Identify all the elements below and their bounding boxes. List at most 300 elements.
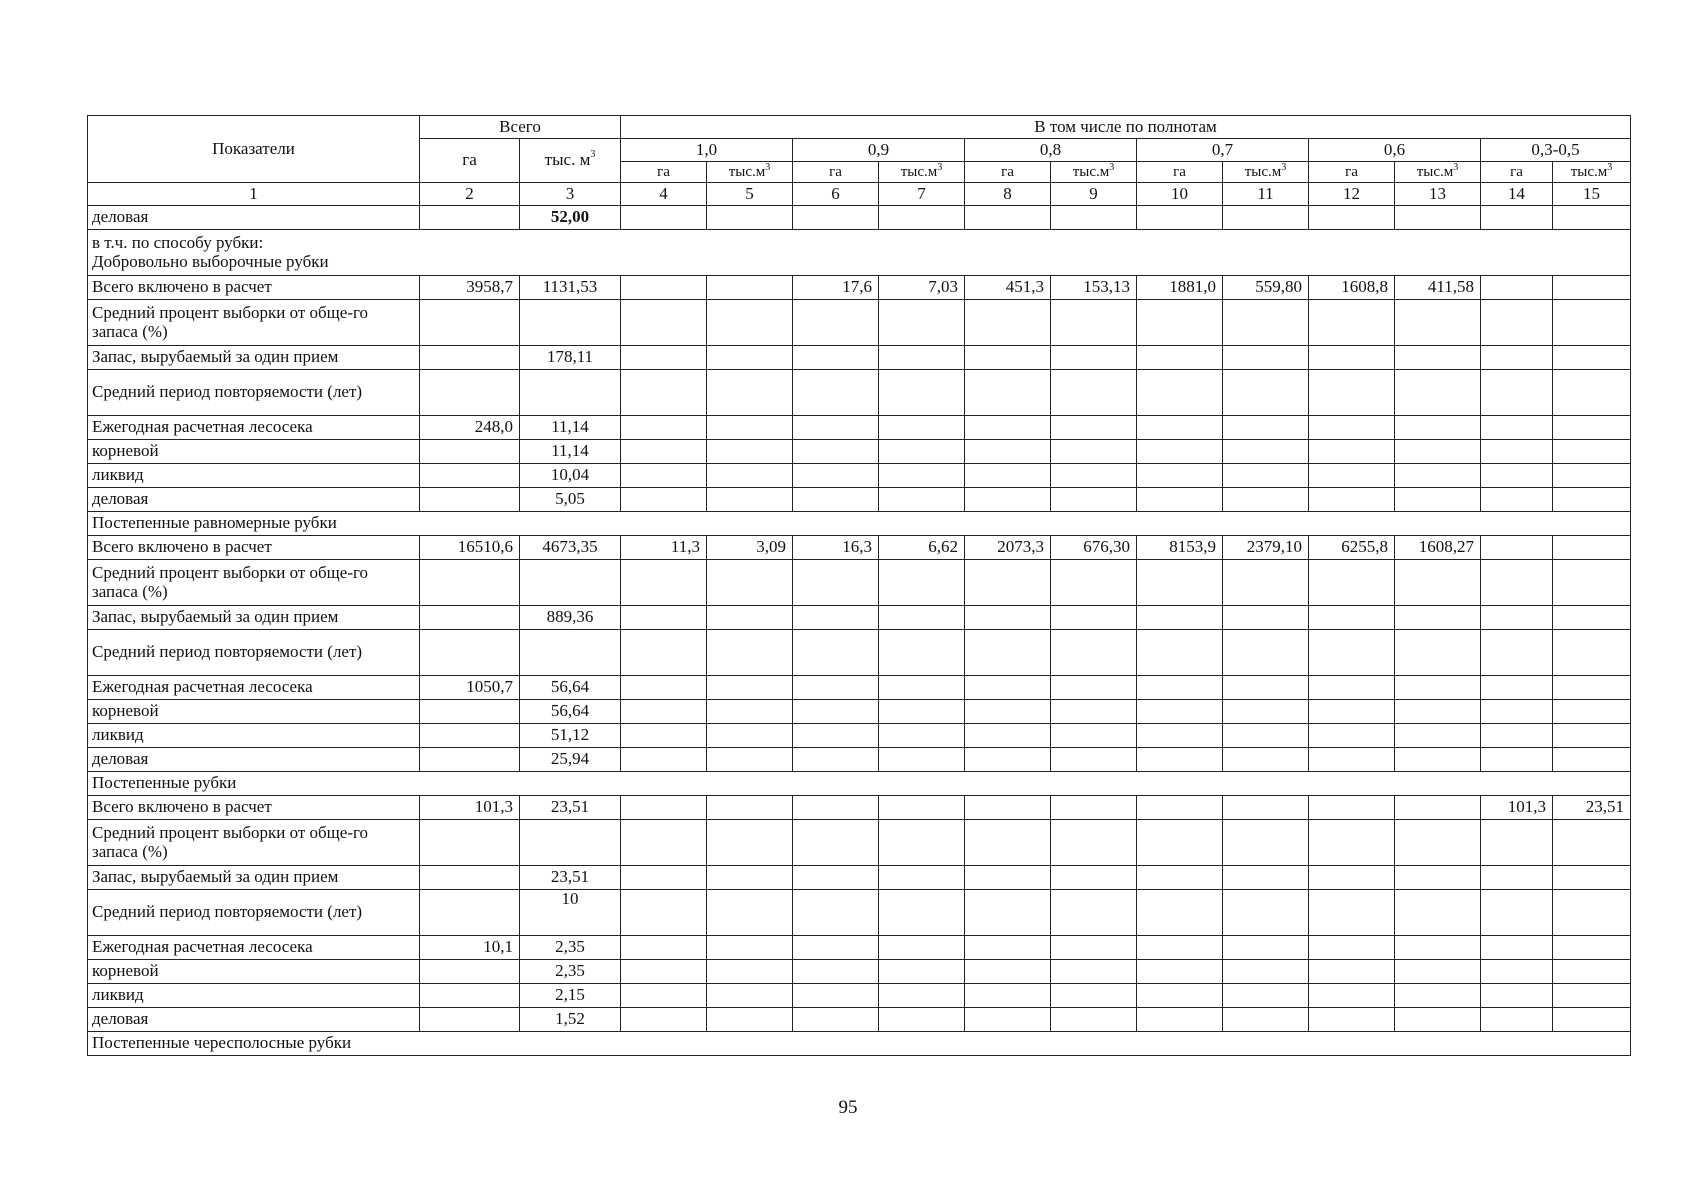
table-cell: 5,05 xyxy=(520,488,621,512)
row-label: Запас, вырубаемый за один прием xyxy=(88,346,420,370)
table-cell xyxy=(420,890,520,936)
column-number: 15 xyxy=(1553,183,1631,206)
table-cell: 248,0 xyxy=(420,416,520,440)
table-cell xyxy=(621,370,707,416)
unit-volume-header: $тыс.м^3$ xyxy=(1223,162,1309,183)
table-cell xyxy=(1223,890,1309,936)
table-cell xyxy=(707,748,793,772)
table-cell xyxy=(965,866,1051,890)
table-cell xyxy=(1137,890,1223,936)
table-cell xyxy=(1553,464,1631,488)
table-cell xyxy=(793,960,879,984)
table-cell xyxy=(879,346,965,370)
column-number: 4 xyxy=(621,183,707,206)
table-body xyxy=(88,206,1631,1056)
table-cell xyxy=(1309,1008,1395,1032)
table-cell xyxy=(1395,960,1481,984)
table-cell xyxy=(1481,960,1553,984)
table-cell xyxy=(420,866,520,890)
table-cell xyxy=(1553,536,1631,560)
table-cell xyxy=(621,960,707,984)
table-cell xyxy=(1051,748,1137,772)
table-cell xyxy=(621,866,707,890)
table-cell xyxy=(1395,796,1481,820)
table-cell xyxy=(879,866,965,890)
table-cell xyxy=(879,370,965,416)
table-cell xyxy=(879,606,965,630)
row-label: ликвид xyxy=(88,464,420,488)
table-cell xyxy=(793,206,879,230)
table-row xyxy=(88,700,1631,724)
column-number: 2 xyxy=(420,183,520,206)
table-cell xyxy=(1223,700,1309,724)
table-cell xyxy=(420,724,520,748)
table-cell xyxy=(1223,724,1309,748)
row-label: Средний процент выборки от обще-го запаса (%) xyxy=(88,560,420,606)
forest-cutting-table xyxy=(87,115,1631,1056)
table-cell xyxy=(1309,700,1395,724)
table-cell xyxy=(1309,748,1395,772)
table-cell xyxy=(707,560,793,606)
table-cell: 559,80 xyxy=(1223,276,1309,300)
table-cell xyxy=(707,890,793,936)
table-cell xyxy=(1051,630,1137,676)
table-cell xyxy=(965,890,1051,936)
page-number: 95 xyxy=(838,1097,858,1118)
table-cell xyxy=(1137,630,1223,676)
table-cell xyxy=(1481,630,1553,676)
table-cell xyxy=(707,488,793,512)
table-cell xyxy=(965,748,1051,772)
table-cell xyxy=(1395,866,1481,890)
table-cell xyxy=(621,440,707,464)
table-row xyxy=(88,960,1631,984)
table-cell: 101,3 xyxy=(1481,796,1553,820)
table-cell xyxy=(621,416,707,440)
table-cell xyxy=(707,820,793,866)
table-cell xyxy=(1309,440,1395,464)
row-label: ликвид xyxy=(88,984,420,1008)
section-title: в т.ч. по способу рубки: Добровольно выборочные рубки xyxy=(88,230,1631,276)
table-cell xyxy=(1309,464,1395,488)
table-cell xyxy=(793,936,879,960)
table-cell xyxy=(1395,676,1481,700)
table-cell xyxy=(1137,936,1223,960)
table-cell xyxy=(1223,606,1309,630)
table-row xyxy=(88,630,1631,676)
table-cell xyxy=(793,820,879,866)
table-cell xyxy=(793,464,879,488)
row-label: Средний процент выборки от обще-го запаса (%) xyxy=(88,300,420,346)
table-cell xyxy=(965,724,1051,748)
table-cell xyxy=(1481,984,1553,1008)
table-cell xyxy=(1309,866,1395,890)
table-cell xyxy=(965,1008,1051,1032)
table-row xyxy=(88,300,1631,346)
column-number: 10 xyxy=(1137,183,1223,206)
table-cell xyxy=(1223,1008,1309,1032)
table-cell xyxy=(1553,630,1631,676)
table-cell xyxy=(879,300,965,346)
table-cell xyxy=(1137,724,1223,748)
table-cell xyxy=(621,206,707,230)
table-cell xyxy=(1051,820,1137,866)
table-cell: 23,51 xyxy=(520,866,621,890)
table-cell xyxy=(1481,724,1553,748)
unit-volume-header: $тыс.м^3$ xyxy=(1051,162,1137,183)
table-cell xyxy=(1051,488,1137,512)
table-cell xyxy=(1481,536,1553,560)
column-number: 11 xyxy=(1223,183,1309,206)
table-cell xyxy=(420,700,520,724)
table-cell xyxy=(1395,206,1481,230)
table-cell xyxy=(1051,300,1137,346)
table-cell xyxy=(707,630,793,676)
table-cell xyxy=(1553,960,1631,984)
table-cell xyxy=(1395,346,1481,370)
indicators-header: Показатели xyxy=(88,116,420,183)
table-cell xyxy=(621,488,707,512)
table-cell xyxy=(1137,748,1223,772)
unit-ha-header: га xyxy=(1309,162,1395,183)
table-cell: 25,94 xyxy=(520,748,621,772)
table-cell xyxy=(1553,560,1631,606)
table-cell xyxy=(879,488,965,512)
table-cell xyxy=(1395,748,1481,772)
table-cell xyxy=(621,1008,707,1032)
table-cell: 7,03 xyxy=(879,276,965,300)
table-cell xyxy=(621,300,707,346)
table-cell: 11,14 xyxy=(520,440,621,464)
table-cell xyxy=(1395,560,1481,606)
table-cell xyxy=(707,796,793,820)
table-cell xyxy=(1309,936,1395,960)
table-cell xyxy=(1481,890,1553,936)
table-cell xyxy=(420,630,520,676)
table-cell: 676,30 xyxy=(1051,536,1137,560)
table-cell xyxy=(793,700,879,724)
table-cell xyxy=(1309,820,1395,866)
unit-ha-header: га xyxy=(1137,162,1223,183)
table-row xyxy=(88,416,1631,440)
total-header: Всего xyxy=(420,116,621,139)
table-cell xyxy=(520,370,621,416)
table-cell xyxy=(879,984,965,1008)
unit-ha-header: га xyxy=(793,162,879,183)
table-cell xyxy=(793,440,879,464)
table-cell xyxy=(965,300,1051,346)
total-volume-header: тыс. $м^3$ xyxy=(520,139,621,183)
column-number: 14 xyxy=(1481,183,1553,206)
table-cell xyxy=(420,748,520,772)
section-row xyxy=(88,1032,1631,1056)
column-number: 8 xyxy=(965,183,1051,206)
table-cell: 4673,35 xyxy=(520,536,621,560)
table-cell xyxy=(1223,464,1309,488)
table-cell: 3958,7 xyxy=(420,276,520,300)
table-cell xyxy=(965,936,1051,960)
table-cell xyxy=(793,370,879,416)
table-row xyxy=(88,984,1631,1008)
table-cell xyxy=(1223,206,1309,230)
table-cell xyxy=(1481,676,1553,700)
table-cell xyxy=(793,630,879,676)
table-cell xyxy=(420,440,520,464)
table-cell xyxy=(793,984,879,1008)
table-cell xyxy=(965,820,1051,866)
table-cell xyxy=(965,346,1051,370)
row-label: ликвид xyxy=(88,724,420,748)
table-cell: 8153,9 xyxy=(1137,536,1223,560)
table-cell: 16,3 xyxy=(793,536,879,560)
table-cell xyxy=(1481,464,1553,488)
row-label: Запас, вырубаемый за один прием xyxy=(88,606,420,630)
table-cell: 6255,8 xyxy=(1309,536,1395,560)
table-cell xyxy=(1553,206,1631,230)
table-cell xyxy=(1223,676,1309,700)
density-header: 0,3-0,5 xyxy=(1481,139,1631,162)
table-cell: 2,15 xyxy=(520,984,621,1008)
table-cell xyxy=(1223,346,1309,370)
table-cell xyxy=(1137,416,1223,440)
table-cell: 52,00 xyxy=(520,206,621,230)
table-cell xyxy=(1051,416,1137,440)
table-cell: 23,51 xyxy=(1553,796,1631,820)
density-header: 0,7 xyxy=(1137,139,1309,162)
row-label: Запас, вырубаемый за один прием xyxy=(88,866,420,890)
row-label: Ежегодная расчетная лесосека xyxy=(88,676,420,700)
table-row xyxy=(88,796,1631,820)
table-cell: 1131,53 xyxy=(520,276,621,300)
table-cell xyxy=(621,464,707,488)
table-cell xyxy=(1137,700,1223,724)
table-cell: 1,52 xyxy=(520,1008,621,1032)
density-header: 1,0 xyxy=(621,139,793,162)
table-cell: 451,3 xyxy=(965,276,1051,300)
table-cell xyxy=(621,276,707,300)
row-label: корневой xyxy=(88,700,420,724)
table-cell xyxy=(1395,936,1481,960)
table-cell xyxy=(1481,300,1553,346)
table-cell xyxy=(420,820,520,866)
table-cell xyxy=(1395,370,1481,416)
table-cell xyxy=(1309,206,1395,230)
table-cell xyxy=(965,370,1051,416)
table-cell xyxy=(965,630,1051,676)
table-cell xyxy=(520,560,621,606)
table-cell xyxy=(1553,276,1631,300)
table-cell: 2379,10 xyxy=(1223,536,1309,560)
unit-volume-header: $тыс.м^3$ xyxy=(707,162,793,183)
unit-ha-header: га xyxy=(1481,162,1553,183)
table-cell xyxy=(1223,936,1309,960)
table-cell xyxy=(1553,346,1631,370)
column-number: 12 xyxy=(1309,183,1395,206)
table-cell xyxy=(1481,560,1553,606)
table-cell xyxy=(1051,440,1137,464)
table-cell xyxy=(965,700,1051,724)
table-cell xyxy=(879,700,965,724)
table-cell xyxy=(1481,416,1553,440)
section-row xyxy=(88,772,1631,796)
table-cell xyxy=(707,440,793,464)
table-row xyxy=(88,370,1631,416)
table-cell xyxy=(1223,370,1309,416)
row-label: Всего включено в расчет xyxy=(88,276,420,300)
table-cell xyxy=(793,416,879,440)
row-label: деловая xyxy=(88,206,420,230)
table-cell xyxy=(1553,300,1631,346)
table-cell xyxy=(1395,820,1481,866)
row-label: Всего включено в расчет xyxy=(88,796,420,820)
table-cell xyxy=(707,206,793,230)
table-cell xyxy=(965,796,1051,820)
table-cell xyxy=(965,488,1051,512)
table-row xyxy=(88,488,1631,512)
table-cell xyxy=(1051,1008,1137,1032)
table-cell: 889,36 xyxy=(520,606,621,630)
table-cell xyxy=(1137,866,1223,890)
table-cell xyxy=(1051,560,1137,606)
table-cell xyxy=(1309,890,1395,936)
table-cell xyxy=(1395,890,1481,936)
section-title: Постепенные равномерные рубки xyxy=(88,512,1631,536)
table-cell xyxy=(1137,300,1223,346)
table-cell xyxy=(1309,370,1395,416)
table-cell xyxy=(1481,440,1553,464)
table-cell xyxy=(707,676,793,700)
table-cell xyxy=(621,700,707,724)
table-cell xyxy=(965,984,1051,1008)
density-header: 0,8 xyxy=(965,139,1137,162)
table-cell xyxy=(1553,936,1631,960)
table-cell xyxy=(621,606,707,630)
table-cell xyxy=(793,488,879,512)
table-cell: 2073,3 xyxy=(965,536,1051,560)
table-cell xyxy=(621,630,707,676)
table-cell xyxy=(965,416,1051,440)
section-row xyxy=(88,512,1631,536)
table-cell xyxy=(707,724,793,748)
table-cell: 16510,6 xyxy=(420,536,520,560)
table-cell xyxy=(1051,960,1137,984)
table-cell xyxy=(1137,1008,1223,1032)
table-cell xyxy=(420,984,520,1008)
table-row xyxy=(88,606,1631,630)
table-cell xyxy=(420,606,520,630)
table-cell xyxy=(965,464,1051,488)
table-cell xyxy=(1223,866,1309,890)
table-cell xyxy=(707,984,793,1008)
table-cell xyxy=(1309,488,1395,512)
section-row xyxy=(88,230,1631,276)
table-row xyxy=(88,464,1631,488)
table-cell xyxy=(707,464,793,488)
table-cell xyxy=(420,560,520,606)
unit-ha-header: га xyxy=(965,162,1051,183)
table-cell xyxy=(1553,700,1631,724)
row-label: Ежегодная расчетная лесосека xyxy=(88,936,420,960)
table-cell xyxy=(1223,560,1309,606)
table-cell xyxy=(707,936,793,960)
table-cell: 1608,27 xyxy=(1395,536,1481,560)
table-cell xyxy=(707,1008,793,1032)
table-cell xyxy=(1309,676,1395,700)
table-cell xyxy=(1481,276,1553,300)
table-cell xyxy=(1481,346,1553,370)
table-cell xyxy=(1309,560,1395,606)
table-cell xyxy=(1223,488,1309,512)
table-cell xyxy=(793,796,879,820)
table-cell xyxy=(1051,796,1137,820)
row-label: корневой xyxy=(88,960,420,984)
table-cell xyxy=(1223,630,1309,676)
table-cell xyxy=(1051,890,1137,936)
column-number: 1 xyxy=(88,183,420,206)
column-number: 13 xyxy=(1395,183,1481,206)
table-cell xyxy=(1395,1008,1481,1032)
table-row xyxy=(88,536,1631,560)
table-cell xyxy=(965,606,1051,630)
table-cell xyxy=(1553,724,1631,748)
table-cell xyxy=(420,346,520,370)
table-cell xyxy=(879,630,965,676)
table-cell: 51,12 xyxy=(520,724,621,748)
table-cell xyxy=(1309,606,1395,630)
table-cell xyxy=(1481,370,1553,416)
table-cell xyxy=(965,960,1051,984)
table-cell xyxy=(420,300,520,346)
table-cell: 17,6 xyxy=(793,276,879,300)
section-title: Постепенные чересполосные рубки xyxy=(88,1032,1631,1056)
table-cell xyxy=(879,796,965,820)
table-cell xyxy=(1395,630,1481,676)
table-cell xyxy=(707,346,793,370)
table-cell xyxy=(793,300,879,346)
table-cell xyxy=(965,560,1051,606)
table-cell xyxy=(1309,416,1395,440)
table-cell xyxy=(621,346,707,370)
row-label: Средний период повторяемости (лет) xyxy=(88,630,420,676)
table-cell xyxy=(1395,606,1481,630)
table-cell xyxy=(1481,866,1553,890)
table-cell xyxy=(1223,748,1309,772)
table-cell: 23,51 xyxy=(520,796,621,820)
table-cell xyxy=(420,1008,520,1032)
table-cell xyxy=(1137,440,1223,464)
table-cell xyxy=(1137,796,1223,820)
table-cell: 2,35 xyxy=(520,936,621,960)
table-cell xyxy=(1051,676,1137,700)
table-cell xyxy=(1309,346,1395,370)
table-cell: 10,04 xyxy=(520,464,621,488)
table-row xyxy=(88,1008,1631,1032)
table-cell xyxy=(520,820,621,866)
table-cell xyxy=(1481,488,1553,512)
table-cell xyxy=(1395,440,1481,464)
table-cell xyxy=(1051,206,1137,230)
table-cell: 1608,8 xyxy=(1309,276,1395,300)
table-cell xyxy=(1481,700,1553,724)
table-cell xyxy=(1051,346,1137,370)
table-cell xyxy=(621,748,707,772)
table-cell xyxy=(1481,206,1553,230)
total-ha-header: га xyxy=(420,139,520,183)
table-cell xyxy=(707,700,793,724)
table-row xyxy=(88,748,1631,772)
column-number: 3 xyxy=(520,183,621,206)
table-cell xyxy=(1223,960,1309,984)
